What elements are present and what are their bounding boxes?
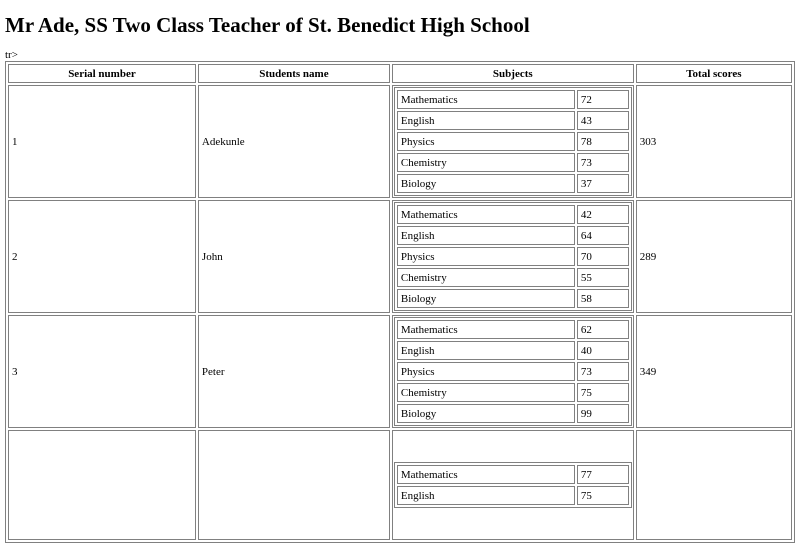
header-subjects: Subjects bbox=[392, 64, 634, 83]
stray-text: tr> bbox=[5, 49, 18, 61]
header-serial-number: Serial number bbox=[8, 64, 196, 83]
subject-score: 77 bbox=[577, 465, 629, 484]
subject-name: English bbox=[397, 341, 575, 360]
subjects-cell bbox=[392, 430, 634, 540]
subject-row bbox=[397, 320, 629, 339]
subject-score: 55 bbox=[577, 268, 629, 287]
student-name-cell: Peter bbox=[198, 315, 390, 428]
subject-score: 37 bbox=[577, 174, 629, 193]
total-score-cell: 289 bbox=[636, 200, 792, 313]
subjects-table bbox=[394, 87, 632, 196]
subject-name: Mathematics bbox=[397, 90, 575, 109]
subject-row bbox=[397, 362, 629, 381]
serial-number-cell bbox=[8, 430, 196, 540]
subject-name: English bbox=[397, 111, 575, 130]
subjects-table bbox=[394, 317, 632, 426]
subject-row bbox=[397, 289, 629, 308]
subject-row bbox=[397, 205, 629, 224]
subject-name: Biology bbox=[397, 289, 575, 308]
table-row bbox=[8, 315, 792, 428]
subject-score: 40 bbox=[577, 341, 629, 360]
subjects-cell bbox=[392, 85, 634, 198]
subject-score: 70 bbox=[577, 247, 629, 266]
student-name-cell: John bbox=[198, 200, 390, 313]
subject-score: 43 bbox=[577, 111, 629, 130]
subject-row bbox=[397, 132, 629, 151]
subject-row bbox=[397, 404, 629, 423]
total-score-cell: 303 bbox=[636, 85, 792, 198]
subject-score: 62 bbox=[577, 320, 629, 339]
subject-score: 75 bbox=[577, 383, 629, 402]
header-row bbox=[8, 64, 792, 83]
subject-row bbox=[397, 247, 629, 266]
subject-score: 58 bbox=[577, 289, 629, 308]
subject-row bbox=[397, 111, 629, 130]
subject-score: 75 bbox=[577, 486, 629, 505]
subject-score: 72 bbox=[577, 90, 629, 109]
header-total-scores: Total scores bbox=[636, 64, 792, 83]
serial-number-cell: 2 bbox=[8, 200, 196, 313]
student-name-cell: Adekunle bbox=[198, 85, 390, 198]
student-name-cell bbox=[198, 430, 390, 540]
table-row bbox=[8, 430, 792, 540]
scores-table bbox=[5, 61, 795, 543]
subjects-table bbox=[394, 202, 632, 311]
subject-row bbox=[397, 226, 629, 245]
subject-row bbox=[397, 465, 629, 484]
subject-score: 42 bbox=[577, 205, 629, 224]
subjects-table bbox=[394, 462, 632, 508]
subject-name: Mathematics bbox=[397, 205, 575, 224]
serial-number-cell: 3 bbox=[8, 315, 196, 428]
subject-row bbox=[397, 383, 629, 402]
subject-name: Chemistry bbox=[397, 383, 575, 402]
subjects-cell bbox=[392, 200, 634, 313]
subjects-cell bbox=[392, 315, 634, 428]
subject-name: Biology bbox=[397, 174, 575, 193]
table-row bbox=[8, 85, 792, 198]
subject-score: 64 bbox=[577, 226, 629, 245]
header-students-name: Students name bbox=[198, 64, 390, 83]
subject-row bbox=[397, 486, 629, 505]
subject-score: 73 bbox=[577, 153, 629, 172]
subject-name: Physics bbox=[397, 247, 575, 266]
serial-number-cell: 1 bbox=[8, 85, 196, 198]
page-title: Mr Ade, SS Two Class Teacher of St. Benedict High School bbox=[5, 13, 530, 37]
subject-row bbox=[397, 90, 629, 109]
subject-name: English bbox=[397, 226, 575, 245]
subject-name: Physics bbox=[397, 132, 575, 151]
subject-score: 99 bbox=[577, 404, 629, 423]
subject-score: 78 bbox=[577, 132, 629, 151]
total-score-cell bbox=[636, 430, 792, 540]
subject-score: 73 bbox=[577, 362, 629, 381]
subject-row bbox=[397, 174, 629, 193]
subject-name: Biology bbox=[397, 404, 575, 423]
total-score-cell: 349 bbox=[636, 315, 792, 428]
subject-name: Chemistry bbox=[397, 268, 575, 287]
subject-name: Physics bbox=[397, 362, 575, 381]
subject-name: Mathematics bbox=[397, 465, 575, 484]
table-row bbox=[8, 200, 792, 313]
subject-name: Mathematics bbox=[397, 320, 575, 339]
subject-name: English bbox=[397, 486, 575, 505]
subject-row bbox=[397, 341, 629, 360]
subject-row bbox=[397, 268, 629, 287]
subject-name: Chemistry bbox=[397, 153, 575, 172]
subject-row bbox=[397, 153, 629, 172]
